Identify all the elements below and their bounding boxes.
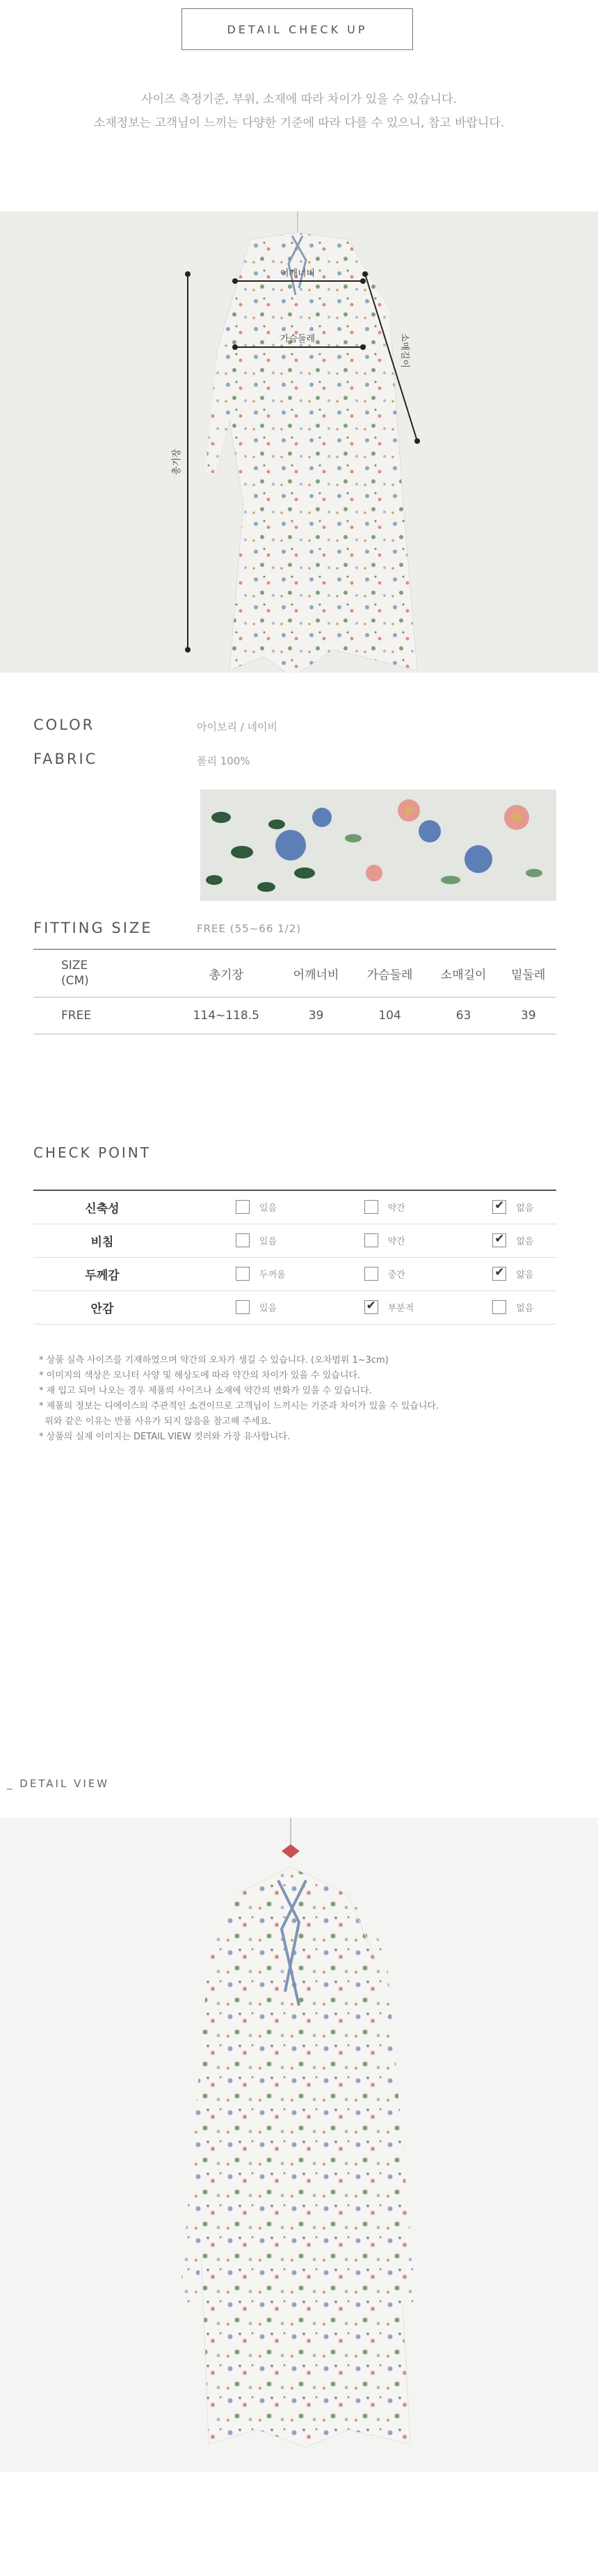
- notes-list: [39, 1353, 567, 1445]
- note-line: * 재 입고 되어 나오는 경우 제품의 사이즈나 소재에 약간의 변화가 있을 수 있습니다.: [39, 1386, 372, 1396]
- cp-option-label: 있음: [259, 1303, 277, 1314]
- checkbox-checked: [492, 1200, 506, 1214]
- check-point-title: CHECK POINT: [33, 1144, 151, 1161]
- cp-option-label: 있음: [259, 1203, 277, 1214]
- checkbox: [236, 1233, 250, 1247]
- cp-row-name: 신축성: [85, 1201, 120, 1216]
- size-header-shoulder: 어깨너비: [280, 950, 353, 998]
- checkbox: [492, 1300, 506, 1314]
- section-title: DETAIL CHECK UP: [227, 22, 368, 36]
- checkbox: [236, 1267, 250, 1281]
- size-cell: FREE: [33, 998, 173, 1034]
- cp-option-label: 중간: [387, 1270, 405, 1281]
- size-cell: 114~118.5: [173, 998, 280, 1034]
- fabric-swatch: [200, 790, 556, 901]
- cp-option-label: 있음: [259, 1236, 277, 1247]
- size-header-line1: SIZE: [61, 959, 88, 973]
- cp-option-label: 부분적: [387, 1303, 414, 1314]
- cp-row-name: 두께감: [85, 1268, 120, 1283]
- size-header-sleeve: 소매길이: [427, 950, 501, 998]
- size-cell: 39: [501, 998, 556, 1034]
- detail-photo: [0, 1818, 598, 2472]
- color-label: COLOR: [33, 717, 95, 733]
- checkbox: [364, 1200, 378, 1214]
- note-line: * 상품 실측 사이즈를 기재하였으며 약간의 오차가 생길 수 있습니다. (오차범위 1~3cm): [39, 1355, 389, 1366]
- checkbox: [236, 1300, 250, 1314]
- cp-option-label: 약간: [387, 1203, 405, 1214]
- dress-illustration: [0, 211, 598, 673]
- table-row: [33, 1257, 556, 1290]
- size-header-chest: 가슴둘레: [353, 950, 427, 998]
- cp-option-label: 약간: [387, 1236, 405, 1247]
- cp-option: [171, 1290, 300, 1324]
- size-header-line2: (CM): [61, 974, 89, 988]
- fitting-size-value: FREE (55~66 1/2): [197, 922, 302, 935]
- intro-line-1: 사이즈 측정기준, 부위, 소재에 따라 차이가 있을 수 있습니다.: [141, 93, 457, 106]
- note-line: * 상품의 실제 이미지는 DETAIL VIEW 컷러와 가장 유사합니다.: [39, 1432, 291, 1442]
- size-table-header: [33, 950, 556, 998]
- size-cell: 39: [280, 998, 353, 1034]
- cp-option: [300, 1290, 428, 1324]
- cp-option: [428, 1224, 556, 1257]
- measurement-photo: [0, 211, 598, 673]
- note-line: * 제품의 정보는 디에이스의 주관적인 소견이므로 고객님이 느끼시는 기준과 차이가 있을 수 있습니다.: [39, 1401, 439, 1411]
- shoulder-label: 어깨너비: [280, 269, 316, 279]
- cp-option: [171, 1257, 300, 1290]
- size-cell: 63: [427, 998, 501, 1034]
- section-title-box: [181, 8, 413, 50]
- cp-option-label: 없음: [516, 1303, 534, 1314]
- cp-option: [171, 1190, 300, 1224]
- fabric-label: FABRIC: [33, 751, 98, 767]
- color-value: 아이보리 / 네이비: [197, 721, 278, 733]
- size-header-hem: 밑둘레: [501, 950, 556, 998]
- cp-option-label: 얇음: [516, 1270, 534, 1281]
- sleeve-label: 소매길이: [399, 333, 410, 369]
- cp-row-name: 안감: [90, 1302, 114, 1316]
- checkbox-checked: [364, 1300, 378, 1314]
- cp-option: [300, 1257, 428, 1290]
- chest-label: 가슴둘레: [280, 334, 316, 344]
- cp-option: [428, 1190, 556, 1224]
- detail-view-title: _ DETAIL VIEW: [7, 1777, 110, 1790]
- fabric-value: 폴리 100%: [197, 755, 250, 767]
- check-point-table: [33, 1190, 556, 1325]
- cp-option: [428, 1290, 556, 1324]
- cp-option-label: 두꺼움: [259, 1270, 286, 1281]
- cp-option: [300, 1190, 428, 1224]
- size-cell: 104: [353, 998, 427, 1034]
- fitting-size-label: FITTING SIZE: [33, 920, 153, 936]
- checkbox: [364, 1267, 378, 1281]
- cp-option: [428, 1257, 556, 1290]
- size-header-length: 총기장: [173, 950, 280, 998]
- length-label: 총기장: [172, 449, 182, 475]
- intro-line-2: 소재정보는 고객님이 느끼는 다양한 기준에 따라 다를 수 있으니, 참고 바랍니다.: [93, 116, 505, 130]
- table-row: [33, 998, 556, 1034]
- table-row: [33, 1190, 556, 1224]
- checkbox-checked: [492, 1267, 506, 1281]
- checkbox: [364, 1233, 378, 1247]
- checkbox-checked: [492, 1233, 506, 1247]
- cp-row-name: 비침: [90, 1235, 114, 1249]
- size-header-size: [33, 950, 173, 998]
- cp-option: [171, 1224, 300, 1257]
- note-line: 위와 같은 이유는 반품 사유가 되지 않음을 참고해 주세요.: [39, 1416, 272, 1427]
- cp-option-label: 없음: [516, 1236, 534, 1247]
- cp-option: [300, 1224, 428, 1257]
- checkbox: [236, 1200, 250, 1214]
- table-row: [33, 1290, 556, 1324]
- note-line: * 이미지의 색상은 모니터 사양 및 해상도에 따라 약간의 차이가 있을 수 있습니다.: [39, 1370, 361, 1381]
- cp-option-label: 없음: [516, 1203, 534, 1214]
- table-row: [33, 1224, 556, 1257]
- size-table: [33, 949, 556, 1034]
